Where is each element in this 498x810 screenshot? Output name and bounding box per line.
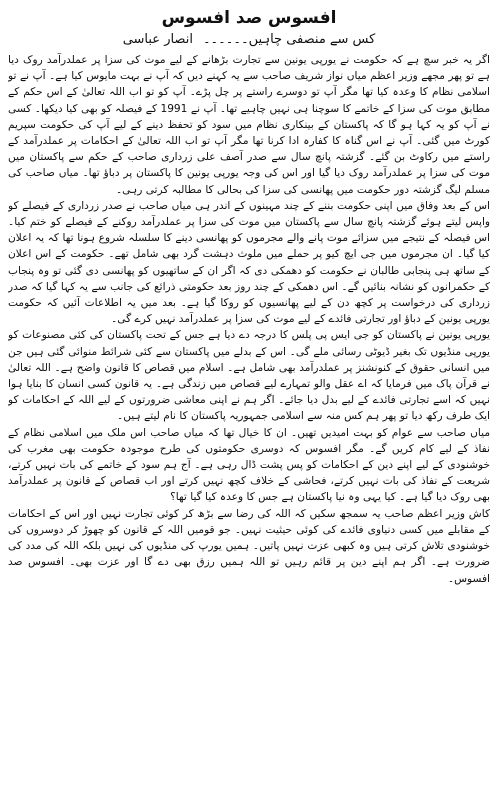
article-body	[8, 52, 490, 788]
article-paragraph: اگر یہ خبر سچ ہے کہ حکومت نے یورپی یونین سے تجارت بڑھانے کے لیے موت کی سزا پر عملدرآمد روک دیا ہے تو پھر مجھے وزیر اعظم میاں نواز شریف صاحب سے یہ کہنے دیں کہ آپ نے بہت مایوس کیا ہے۔ آپ نے تو اسلامی نظام کا وعدہ کیا تھا مگر آپ تو دوسرے راستے پر چل پڑے۔ آپ کو تو اب اللہ تعالیٰ کے اس حکم کے مطابق موت کی سزا کے خاتمے کا سوچنا ہی نہیں چاہیے تھا۔ آپ نے 1991 کے فیصلہ کو بھی کیا دیکھا۔ کسی نے آپ کو یہ کہا ہو گا کہ پاکستان کے بینکاری نظام میں سود کو تحفظ دینے کے لیے آپ کی حکومت سپریم کورٹ میں گئی۔ آپ نے اس گناہ کا کفارہ ادا کرنا تھا مگر آپ تو اب اللہ تعالیٰ کے احکامات پر عملدرآمد کے راستے میں رکاوٹ بن گئے۔ گزشتہ پانچ سال سے صدر آصف علی زرداری صاحب کے حکم سے پاکستان میں موت کی سزا پر عملدرآمد روک دیا گیا اور اس کی وجہ یورپی یونین کا پاکستان پر دباؤ تھا۔ میاں صاحب کی مسلم لیگ گزشتہ دور حکومت میں پھانسی کی سزا کی بحالی کا مطالبہ کرتی رہی۔	[8, 54, 490, 196]
article-paragraph: یورپی یونین نے پاکستان کو جی ایس پی پلس کا درجہ دے دیا ہے جس کے تحت پاکستان کی کئی مصنوعات کو یورپی منڈیوں تک بغیر ڈیوٹی رسائی ملے گی۔ اس کے بدلے میں پاکستان سے کئی شرائط منوائی گئی ہیں جن میں انسانی حقوق کے کنونشنز پر عملدرآمد بھی شامل ہے۔ اسلام میں قصاص کا قانون واضح ہے۔ اللہ تعالیٰ نے قرآن پاک میں فرمایا کہ اے عقل والو تمہارے لیے قصاص میں زندگی ہے۔ یہ قانون کسی انسان کا بنایا ہوا نہیں کہ اسے تجارتی فائدے کے لیے بدل دیا جائے۔ اگر ہم نے اپنی معاشی ضرورتوں کے لیے اللہ کے احکامات کو ایک طرف رکھ دیا تو پھر ہم کس منہ سے اسلامی جمہوریہ پاکستان کا نام لیتے ہیں۔	[8, 329, 490, 423]
article-paragraph: اس کے بعد وفاق میں اپنی حکومت بننے کے چند مہینوں کے اندر ہی میاں صاحب نے صدر زرداری کے فیصلے کو واپس لیتے ہوئے گزشتہ پانچ سال سے پاکستان میں موت کی سزا پر عملدرآمد روکنے کے فیصلے کو ختم کیا۔ اس فیصلہ کے نتیجے میں سزائے موت پانے والے مجرموں کو پھانسی دینے کا سلسلہ شروع ہونا تھا کہ یہ اعلان کیا گیا۔ ان مجرموں میں جی ایچ کیو پر حملے میں ملوث دہشت گرد بھی شامل تھے۔ حکومت کے اس اعلان کے ساتھ ہی پنجابی طالبان نے حکومت کو دھمکی دی کہ اگر ان کے ساتھیوں کو پھانسی دی گئی تو وہ پنجاب کے حکمرانوں کو نشانہ بنائیں گے۔ اس دھمکی کے چند روز بعد حکومتی ذرائع کی جانب سے یہ کہا گیا کہ صدر زرداری کی درخواست پر کچھ دن کے لیے پھانسیوں کو روکا گیا ہے۔ بعد میں یہ اطلاعات آئیں کہ حکومت یورپی یونین کے دباؤ اور تجارتی فائدے کے لیے موت کی سزا پر عملدرآمد نہیں کرے گی۔	[8, 199, 490, 326]
author-name: انصار عباسی	[122, 32, 193, 47]
article-title: افسوس صد افسوس	[161, 8, 337, 28]
article-paragraph: کاش وزیر اعظم صاحب یہ سمجھ سکیں کہ اللہ کی رضا سے بڑھ کر کوئی تجارت نہیں اور اس کے احکامات کے مقابلے میں کسی دنیاوی فائدے کی کوئی حیثیت نہیں۔ جو قومیں اللہ کے قانون کو چھوڑ کر دوسروں کی خوشنودی تلاش کرتی ہیں وہ کبھی عزت نہیں پاتیں۔ ہمیں یورپ کی منڈیوں کی نہیں بلکہ اللہ کی مدد کی ضرورت ہے۔ اگر ہم اپنے دین پر قائم رہیں تو اللہ ہمیں رزق بھی دے گا اور عزت بھی۔ افسوس صد افسوس۔	[8, 507, 490, 585]
article-subtitle: کس سے منصفی چاہیں۔۔۔۔۔۔	[202, 32, 376, 47]
article-paragraph: میاں صاحب سے عوام کو بہت امیدیں تھیں۔ ان کا خیال تھا کہ میاں صاحب اس ملک میں اسلامی نظام کے نفاذ کے لیے کام کریں گے۔ مگر افسوس کہ دوسری حکومتوں کی طرح موجودہ حکومت بھی مغرب کی خوشنودی کے لیے اپنے دین کے احکامات کو پس پشت ڈال رہی ہے۔ آج ہم سود کے خاتمے کی بات نہیں کرتے، شریعت کے نفاذ کی بات نہیں کرتے، فحاشی کے خلاف کچھ نہیں کرتے اور اب قصاص کے قانون پر عملدرآمد بھی روک دیا گیا ہے۔ کیا یہی وہ نیا پاکستان ہے جس کا وعدہ کیا گیا تھا؟	[8, 426, 490, 504]
byline	[8, 30, 490, 50]
